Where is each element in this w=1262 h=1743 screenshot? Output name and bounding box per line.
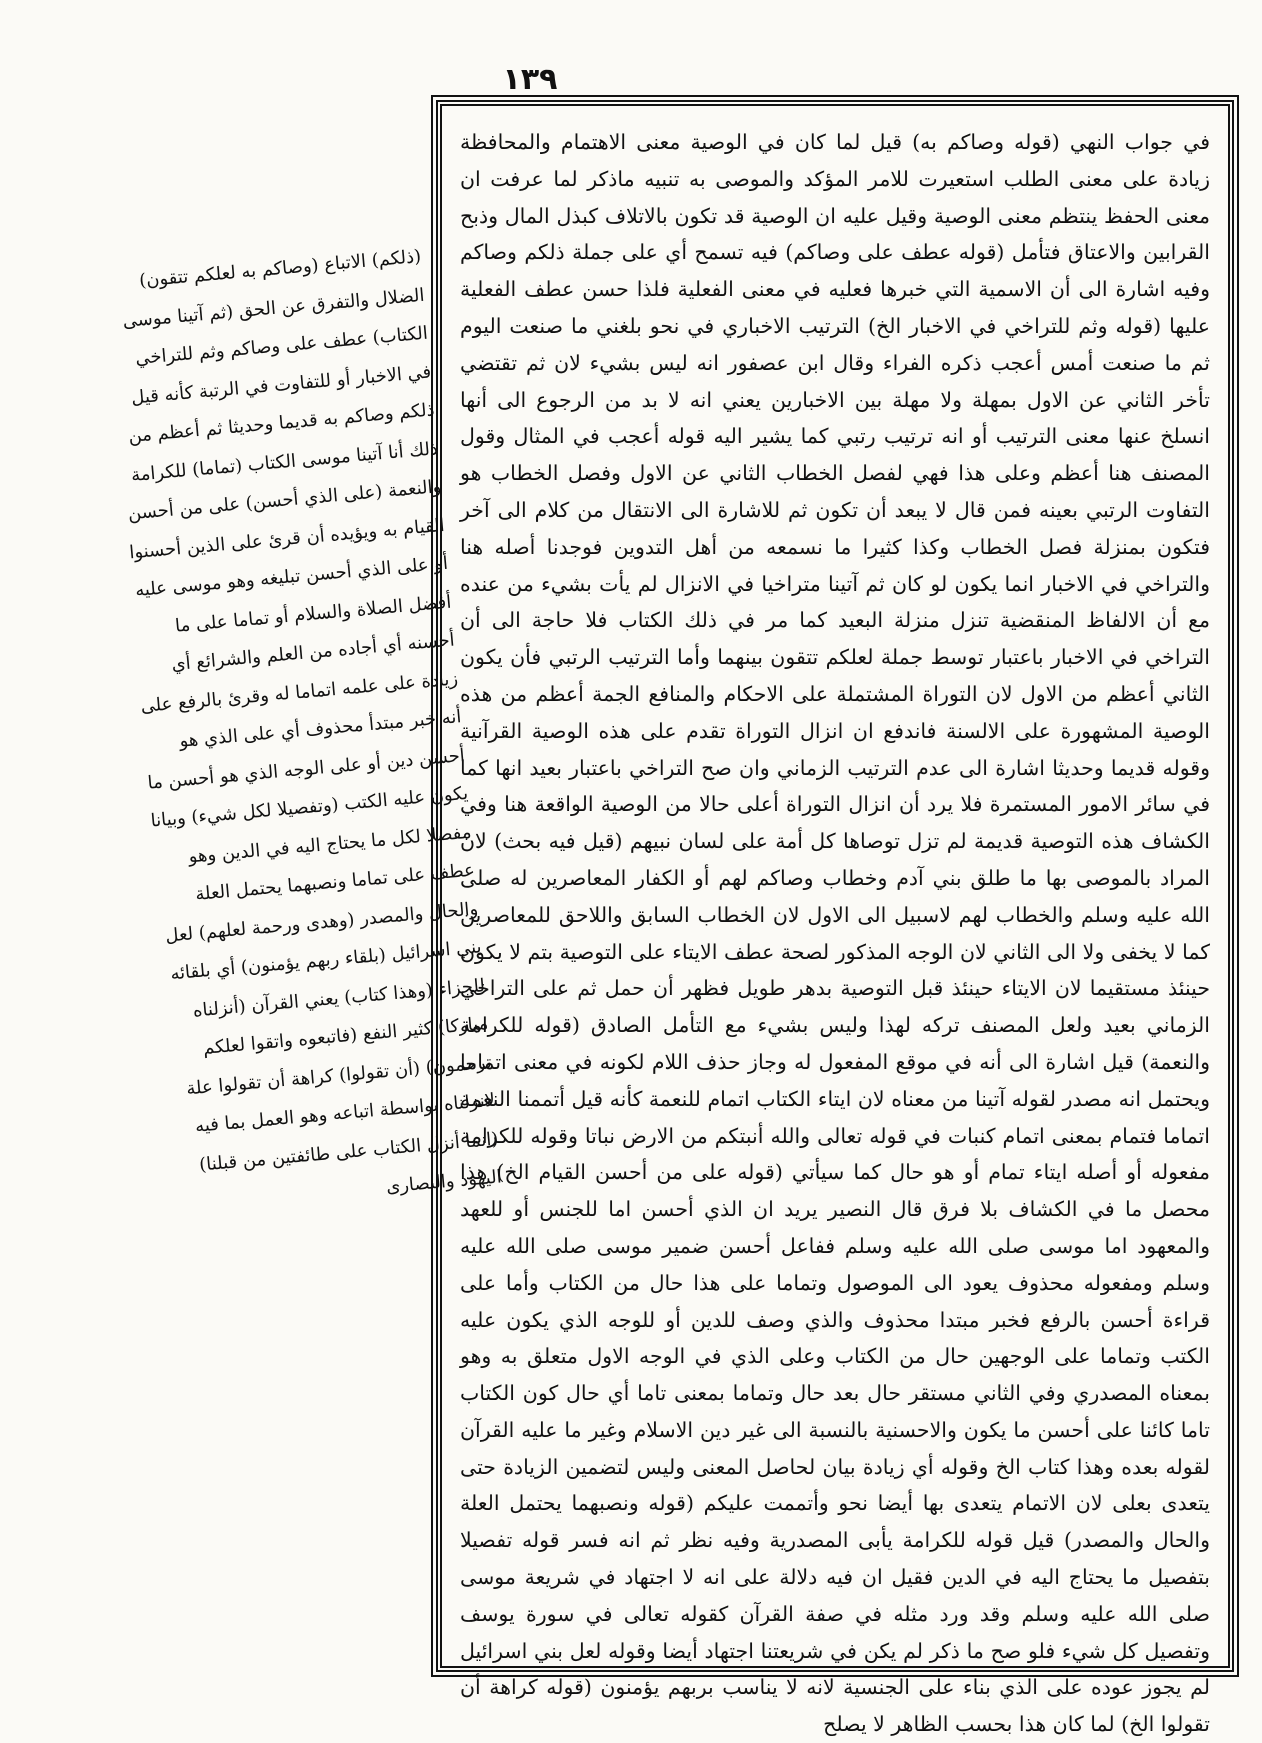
main-text-block <box>460 124 1210 1737</box>
main-text-frame <box>436 100 1234 1737</box>
main-text-paragraph: في جواب النهي (قوله وصاكم به) قيل لما كان في الوصية معنى الاهتمام والمحافظة زيادة على معنى الطلب استعيرت للامر المؤكد والموصى به تنبيه ماذكر لما عرفت ان معنى الحفظ ينتظم معنى الوصية وقيل عليه ان الوصية قد تكون بالاتلاف كبذل المال وذبح القرابين والاعتاق فتأمل (قوله عطف على وصاكم) فيه تسمح أي على جملة ذلكم وصاكم وفيه اشارة الى أن الاسمية التي خبرها فعليه في معنى الفعلية فلذا حسن عطف الفعلية عليها (قوله وثم للتراخي في الاخبار الخ) الترتيب الاخباري في نحو بلغني ما صنعت اليوم ثم ما صنعت أمس أعجب ذكره الفراء وقال ابن عصفور انه ليس بشيء لان ثم تقتضي تأخر الثاني عن الاول بمهلة ولا مهلة بين الاخبارين يعني انه لا بد من الرجوع الى أنها انسلخ عنها معنى الترتيب أو انه ترتيب رتبي كما يشير اليه قوله أعجب في المثال وقول المصنف هنا أعظم وعلى هذا فهي لفصل الخطاب الثاني عن الاول وفصل الخطاب هو التفاوت الرتبي بعينه فمن قال لا يبعد أن تكون ثم للاشارة الى الانتقال من كلام الى آخر فتكون بمنزلة فصل الخطاب وكذا كثيرا ما نسمعه من أهل التدوين فوجدنا أصله هنا والتراخي في الاخبار انما يكون لو كان ثم آتينا متراخيا في الانزال لم يأت بشيء من عنده مع أن الالفاظ المنقضية تنزل منزلة البعيد كما مر في ذلك الكتاب فلا حاجة الى أن التراخي في الاخبار باعتبار توسط جملة لعلكم تتقون بينهما وأما الترتيب الرتبي فأن يكون الثاني أعظم من الاول لان التوراة المشتملة على الاحكام والمنافع الجمة أعظم من هذه الوصية المشهورة على الالسنة فاندفع ان انزال التوراة تقدم على هذه الوصية القرآنية وقوله قديما وحديثا اشارة الى عدم الترتيب الزماني وان صح التراخي باعتبار بعيد انها كما في سائر الامور المستمرة فلا يرد أن انزال التوراة أعلى حالا من الوصية الواقعة هنا وفي الكشاف هذه التوصية قديمة لم تزل توصاها كل أمة على لسان نبيهم (قيل فيه بحث) لان المراد بالموصى بها ما طلق بني آدم وخطاب وصاكم لهم أو الكفار المعاصرين له صلى الله عليه وسلم والخطاب لهم لاسبيل الى الاول لان الخطاب السابق واللاحق للمعاصرين كما لا يخفى ولا الى الثاني لان الوجه المذكور لصحة عطف الايتاء على التوصية بتم لا يكون حينئذ مستقيما لان الايتاء حينئذ قبل التوصية بدهر طويل فظهر أن حمل ثم على التراخي الزماني بعيد ولعل المصنف تركه لهذا وليس بشيء مع التأمل الصادق (قوله للكرامة والنعمة) قيل اشارة الى أنه في موقع المفعول له وجاز حذف اللام لكونه في معنى اتماما ويحتمل انه مصدر لقوله آتينا من معناه لان ايتاء الكتاب اتمام للنعمة كأنه قيل أتممنا النعمة اتماما فتمام بمعنى اتمام كنبات في قوله تعالى والله أنبتكم من الارض نباتا وقوله للكرامة مفعوله أو أصله ايتاء تمام أو هو حال كما سيأتي (قوله على من أحسن القيام الخ) هذا محصل ما في الكشاف بلا فرق قال النصير يريد ان الذي أحسن اما للجنس أو للعهد والمعهود اما موسى صلى الله عليه وسلم ففاعل أحسن ضمير موسى صلى الله عليه وسلم ومفعوله محذوف يعود الى الموصول وتماما على هذا حال من الكتاب وأما على قراءة أحسن بالرفع فخبر مبتدا محذوف والذي وصف للدين أو للوجه الذي يكون عليه الكتب وتماما على الوجهين حال من الكتاب وعلى الذي في الوجه الاول متعلق به وهو بمعناه المصدري وفي الثاني مستقر حال بعد حال وتماما بمعنى تاما أي حال كون الكتاب تاما كائنا على أحسن ما يكون والاحسنية بالنسبة الى غير دين الاسلام وغير ما عليه القرآن لقوله بعده وهذا كتاب الخ وقوله أي زيادة بيان لحاصل المعنى وليس لتضمين الزيادة حتى يتعدى بعلى لان الاتمام يتعدى بها أيضا نحو وأتممت عليكم (قوله ونصبهما يحتمل العلة والحال والمصدر) قيل قوله للكرامة يأبى المصدرية وفيه نظر ثم انه فسر قوله تفصيلا بتفصيل ما يحتاج اليه في الدين فقيل ان فيه دلالة على انه لا اجتهاد في شريعة موسى صلى الله عليه وسلم وقد ورد مثله في صفة القرآن كقوله تعالى في سورة يوسف وتفصيل كل شيء فلو صح ما ذكر لم يكن في شريعتنا اجتهاد أيضا وقوله لعل بني اسرائيل لم يجوز عوده على الذي بناء على الجنسية لانه لا يناسب بربهم يؤمنون (قوله كراهة أن تقولوا الخ) لما كان هذا بحسب الظاهر لا يصلح <box>460 130 1210 1737</box>
page-number: ١٣٩ <box>502 62 558 97</box>
margin-text-paragraph: (ذلكم) الاتباع (وصاكم به لعلكم تتقون) الضلال والتفرق عن الحق (ثم آتينا موسى الكتاب) عطف على وصاكم وثم للتراخي في الاخبار أو للتفاوت في الرتبة كأنه قيل ذلكم وصاكم به قديما وحديثا ثم أعظم من ذلك أنا آتينا موسى الكتاب (تماما) للكرامة والنعمة (على الذي أحسن) على من أحسن القيام به ويؤيده أن قرئ على الذين أحسنوا أو على الذي أحسن تبليغه وهو موسى عليه أفضل الصلاة والسلام أو تماما على ما أحسنه أي أجاده من العلم والشرائع أي زيادة على علمه اتماما له وقرئ بالرفع على أنه خبر مبتدأ محذوف أي على الذي هو أحسن دين أو على الوجه الذي هو أحسن ما يكون عليه الكتب (وتفصيلا لكل شيء) وبيانا مفصلا لكل ما يحتاج اليه في الدين وهو عطف على تماما ونصبهما يحتمل العلة والحال والمصدر (وهدى ورحمة لعلهم) لعل بني اسرائيل (بلقاء ربهم يؤمنون) أي بلقائه للجزاء (وهذا كتاب) يعني القرآن (أنزلناه مباركا) كثير النفع (فاتبعوه واتقوا لعلكم ترحمون) (أن تقولوا) كراهة أن تقولوا علة لانزلناه بواسطة اتباعه وهو العمل بما فيه (انما أنزل الكتاب على طائفتين من قبلنا) اليهود والنصارى <box>121 245 503 1198</box>
